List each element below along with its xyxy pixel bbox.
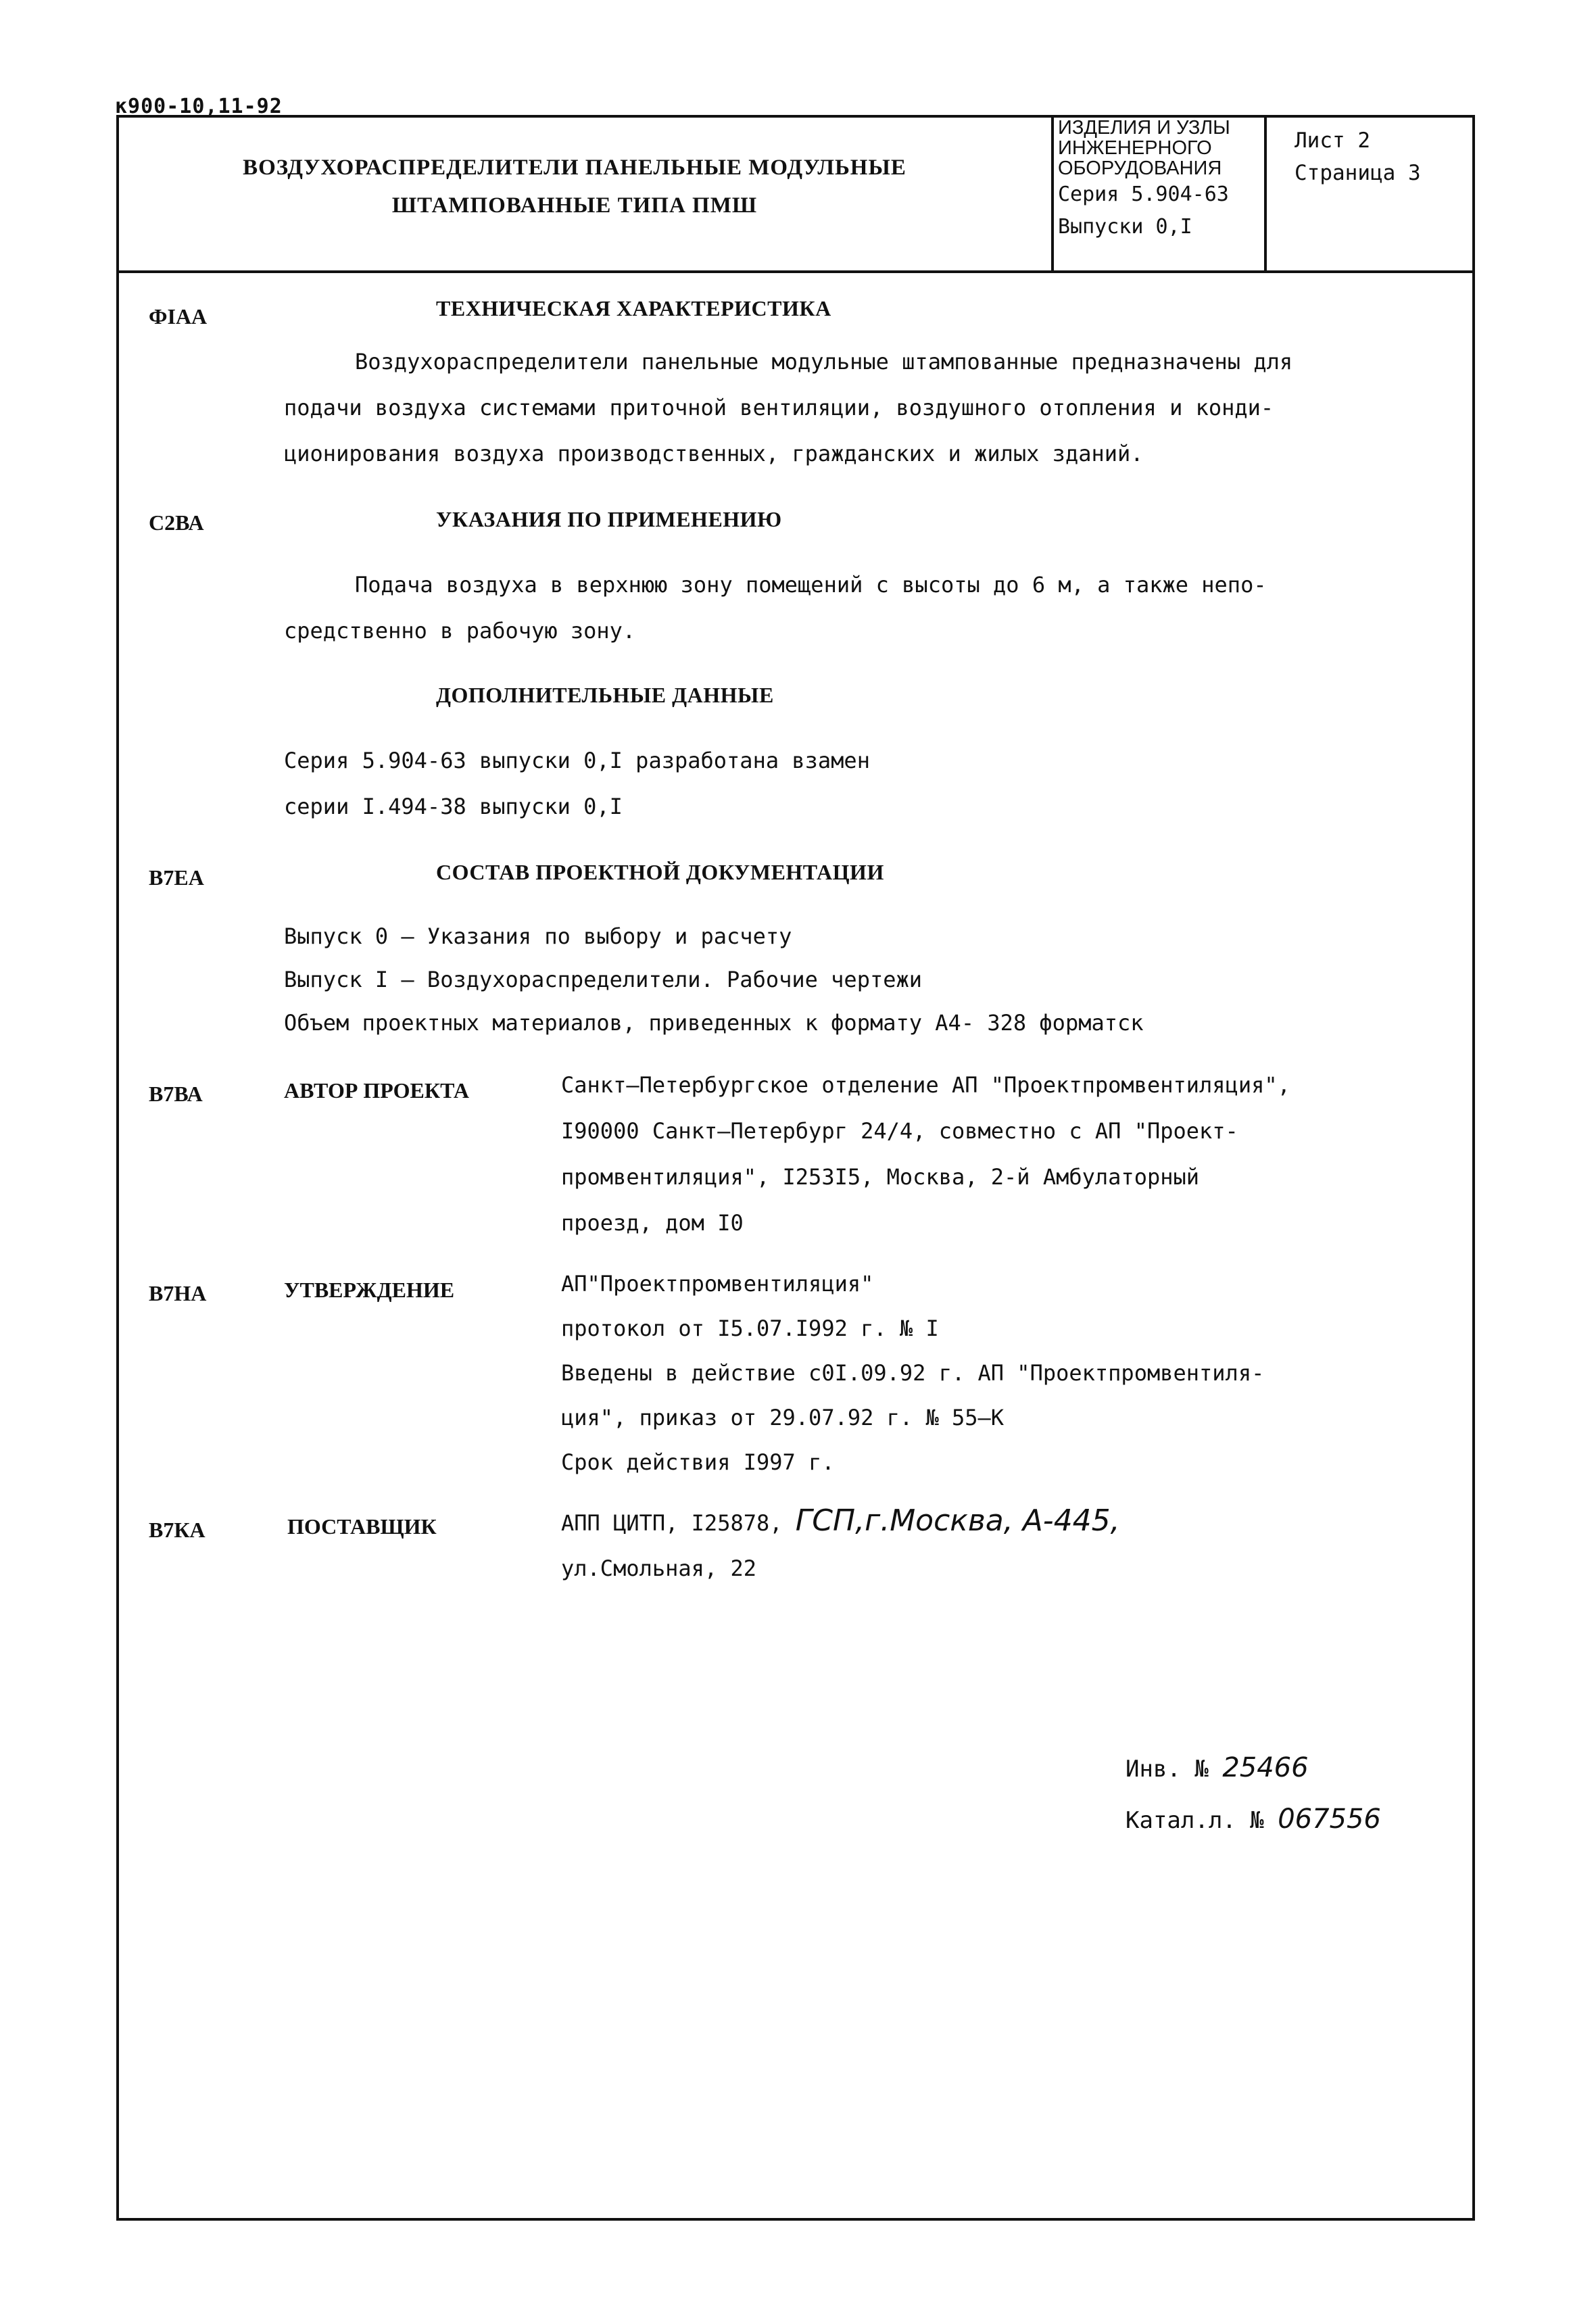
label-approval: УТВЕРЖДЕНИЕ: [284, 1278, 455, 1302]
tech-line-1: Воздухораспределители панельные модульные штампованные предназначены для: [355, 349, 1293, 375]
tech-line-2: подачи воздуха системами приточной вентиляции, воздушного отопления и конди-: [284, 395, 1274, 420]
title-line-2: ШТАМПОВАННЫЕ ТИПА ПМШ: [391, 193, 758, 218]
usage-line-2: средственно в рабочую зону.: [284, 618, 636, 644]
category-line-3: ОБОРУДОВАНИЯ: [1058, 158, 1222, 179]
catalog-value: 067556: [1278, 1804, 1381, 1835]
author-line-4: проезд, дом I0: [561, 1210, 744, 1236]
header-separator-1: [1051, 115, 1054, 272]
tech-line-3: ционирования воздуха производственных, гражданских и жилых зданий.: [284, 441, 1144, 466]
supplier-typed-text: АПП ЦИТП, I25878,: [561, 1510, 783, 1536]
approval-line-5: Срок действия I997 г.: [561, 1449, 835, 1475]
sheet-info: [1295, 124, 1421, 189]
category-line-2: ИНЖЕНЕРНОГО: [1058, 137, 1212, 159]
inventory-label: Инв. №: [1126, 1756, 1209, 1783]
docs-line-3: Объем проектных материалов, приведенных к формату А4- 328 форматск: [284, 1010, 1144, 1036]
inventory-number: [1126, 1752, 1309, 1783]
section-code-docs: В7ЕА: [149, 865, 204, 890]
label-author: АВТОР ПРОЕКТА: [284, 1078, 469, 1103]
extra-line-1: Серия 5.904-63 выпуски 0,I разработана взамен: [284, 748, 870, 773]
document-title: [169, 149, 980, 224]
category-stamp: [1058, 118, 1261, 243]
section-code-usage: С2ВА: [149, 510, 204, 535]
approval-line-2: протокол от I5.07.I992 г. № I: [561, 1316, 939, 1341]
supplier-line-1: [561, 1497, 1120, 1547]
docs-line-1: Выпуск 0 – Указания по выбору и расчету: [284, 923, 792, 949]
issues-label: Выпуски 0,I: [1058, 215, 1192, 239]
document-code: к900-10,11-92: [115, 95, 283, 118]
section-code-tech: ФIАА: [149, 304, 208, 329]
approval-line-4: ция", приказ от 29.07.92 г. № 55–К: [561, 1405, 1005, 1430]
docs-line-2: Выпуск I – Воздухораспределители. Рабочие чертежи: [284, 967, 923, 992]
usage-line-1: Подача воздуха в верхнюю зону помещений с высоты до 6 м, а также непо-: [355, 572, 1267, 598]
inventory-value: 25466: [1222, 1752, 1309, 1783]
section-code-supplier: В7КА: [149, 1518, 205, 1542]
author-line-1: Санкт–Петербургское отделение АП "Проектпромвентиляция",: [561, 1072, 1290, 1098]
heading-extra: ДОПОЛНИТЕЛЬНЫЕ ДАННЫЕ: [436, 683, 774, 707]
supplier-handwritten-text: ГСП,г.Москва, А-445,: [795, 1503, 1120, 1538]
header-separator-2: [1264, 115, 1267, 272]
label-supplier: ПОСТАВЩИК: [287, 1514, 437, 1539]
section-code-author: В7ВА: [149, 1082, 203, 1106]
author-line-3: промвентиляция", I253I5, Москва, 2-й Амбулаторный: [561, 1164, 1200, 1190]
title-line-1: ВОЗДУХОРАСПРЕДЕЛИТЕЛИ ПАНЕЛЬНЫЕ МОДУЛЬНЫЕ: [243, 155, 906, 180]
approval-line-1: АП"Проектпромвентиляция": [561, 1271, 874, 1297]
catalog-label: Катал.л. №: [1126, 1807, 1264, 1834]
extra-line-2: серии I.494-38 выпуски 0,I: [284, 794, 623, 819]
section-code-approval: В7НА: [149, 1281, 207, 1305]
author-line-2: I90000 Санкт–Петербург 24/4, совместно с АП "Проект-: [561, 1118, 1238, 1144]
category-line-1: ИЗДЕЛИЯ И УЗЛЫ: [1058, 117, 1230, 139]
supplier-line-2: ул.Смольная, 22: [561, 1555, 756, 1581]
header-divider: [116, 270, 1475, 273]
heading-tech: ТЕХНИЧЕСКАЯ ХАРАКТЕРИСТИКА: [436, 296, 831, 320]
sheet-number: Лист 2: [1295, 128, 1370, 153]
series-label: Серия 5.904-63: [1058, 183, 1229, 206]
heading-docs: СОСТАВ ПРОЕКТНОЙ ДОКУМЕНТАЦИИ: [436, 860, 884, 884]
approval-line-3: Введены в действие с0I.09.92 г. АП "Проектпромвентиля-: [561, 1360, 1265, 1386]
page-number: Страница 3: [1295, 161, 1421, 185]
heading-usage: УКАЗАНИЯ ПО ПРИМЕНЕНИЮ: [436, 507, 782, 531]
catalog-number: [1126, 1804, 1381, 1835]
